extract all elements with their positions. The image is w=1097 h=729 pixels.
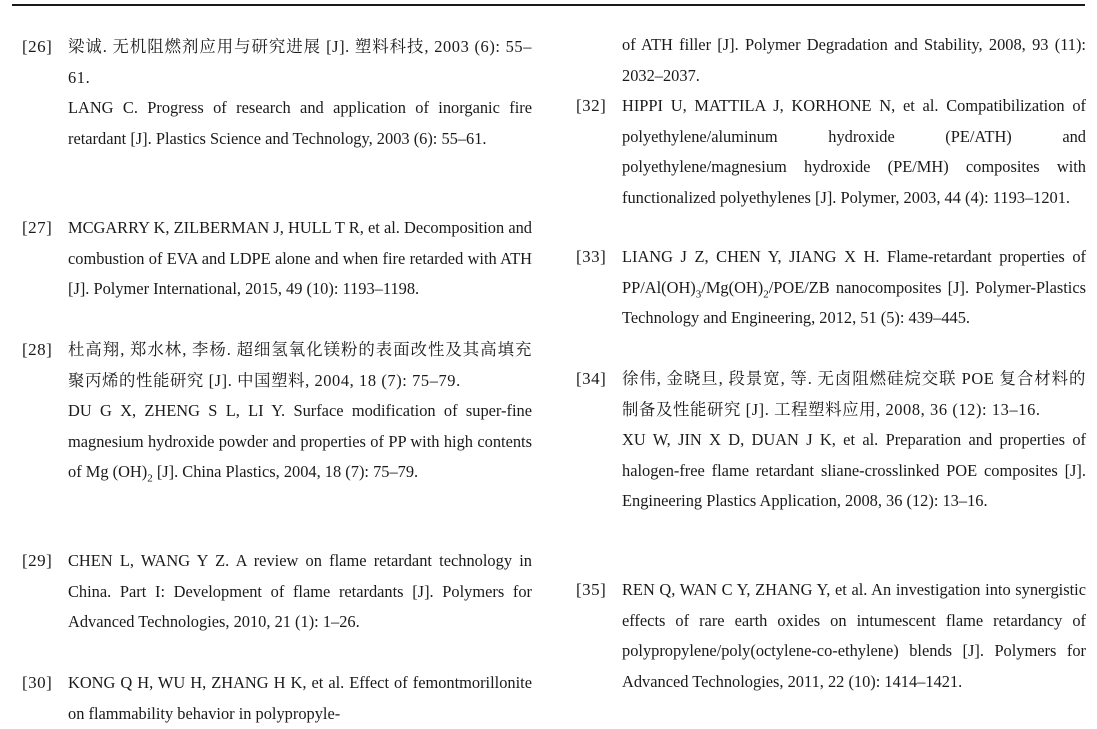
reference-number: [26] xyxy=(22,37,53,56)
reference-number: [28] xyxy=(22,340,53,359)
reference-32 xyxy=(576,91,1086,213)
reference-text-english: of ATH filler [J]. Polymer Degradation and Stability, 2008, 93 (11): 2032–2037. xyxy=(622,35,1086,85)
reference-30 xyxy=(22,668,532,729)
reference-number: [33] xyxy=(576,247,607,266)
reference-text-english: XU W, JIN X D, DUAN J K, et al. Preparation and properties of halogen-free flame retardant sliane-crosslinked POE composites [J]. Engineering Plastics Application, 2008, 36 (12): 13–16. xyxy=(622,430,1086,510)
reference-text-chinese: 杜高翔, 郑水林, 李杨. 超细氢氧化镁粉的表面改性及其高填充聚丙烯的性能研究 [J]. 中国塑料, 2004, 18 (7): 75–79. xyxy=(68,340,532,390)
reference-text-english: LIANG J Z, CHEN Y, JIANG X H. Flame-retardant properties of $PP/Al(OH)_3/Mg(OH)_2/POE/ZB$ nanocomposites [J]. Polymer-Plastics Technology and Engineering, 2012, 51 (5): 439–445. xyxy=(622,247,1086,327)
reference-35 xyxy=(576,575,1086,697)
reference-number: [30] xyxy=(22,673,53,692)
reference-number: [32] xyxy=(576,96,607,115)
reference-number: [29] xyxy=(22,551,53,570)
reference-text-english: HIPPI U, MATTILA J, KORHONE N, et al. Compatibilization of polyethylene/aluminum hydroxide (PE/ATH) and polyethylene/magnesium hydroxide (PE/MH) composites with functionalized polyethylenes [J]. Polymer, 2003, 44 (4): 1193–1201. xyxy=(622,96,1086,207)
reference-number: [35] xyxy=(576,580,607,599)
reference-26 xyxy=(22,32,532,154)
top-rule xyxy=(12,4,1085,6)
reference-34 xyxy=(576,364,1086,517)
reference-number: [27] xyxy=(22,218,53,237)
reference-text-english: REN Q, WAN C Y, ZHANG Y, et al. An investigation into synergistic effects of rare earth oxides on intumescent flame retardancy of polypropylene/poly(octylene-co-ethylene) blends [J]. Polymers for Advanced Technologies, 2011, 22 (10): 1414–1421. xyxy=(622,580,1086,691)
reference-text-english: KONG Q H, WU H, ZHANG H K, et al. Effect of femontmorillonite on flammability behavior in polypropyle- xyxy=(68,673,532,723)
reference-33 xyxy=(576,242,1086,334)
reference-text-chinese: 徐伟, 金晓旦, 段景宽, 等. 无卤阻燃硅烷交联 POE 复合材料的制备及性能研究 [J]. 工程塑料应用, 2008, 36 (12): 13–16. xyxy=(622,369,1086,419)
reference-text-english: LANG C. Progress of research and application of inorganic fire retardant [J]. Plastics Science and Technology, 2003 (6): 55–61. xyxy=(68,98,532,148)
reference-28 xyxy=(22,335,532,488)
reference-text-english: MCGARRY K, ZILBERMAN J, HULL T R, et al. Decomposition and combustion of EVA and LDPE alone and when fire retarded with ATH [J]. Polymer International, 2015, 49 (10): 1193–1198. xyxy=(68,218,532,298)
reference-text-chinese: 梁诚. 无机阻燃剂应用与研究进展 [J]. 塑料科技, 2003 (6): 55–61. xyxy=(68,37,532,87)
reference-text-english: CHEN L, WANG Y Z. A review on flame retardant technology in China. Part I: Development of flame retardants [J]. Polymers for Advanced Technologies, 2010, 21 (1): 1–26. xyxy=(68,551,532,631)
reference-31-continued xyxy=(576,30,1086,91)
reference-number: [34] xyxy=(576,369,607,388)
reference-29 xyxy=(22,546,532,638)
reference-text-english: DU G X, ZHENG S L, LI Y. Surface modification of super-fine magnesium hydroxide powder and properties of PP with high contents of Mg $(OH)_2$ [J]. China Plastics, 2004, 18 (7): 75–79. xyxy=(68,401,532,485)
reference-27 xyxy=(22,213,532,305)
